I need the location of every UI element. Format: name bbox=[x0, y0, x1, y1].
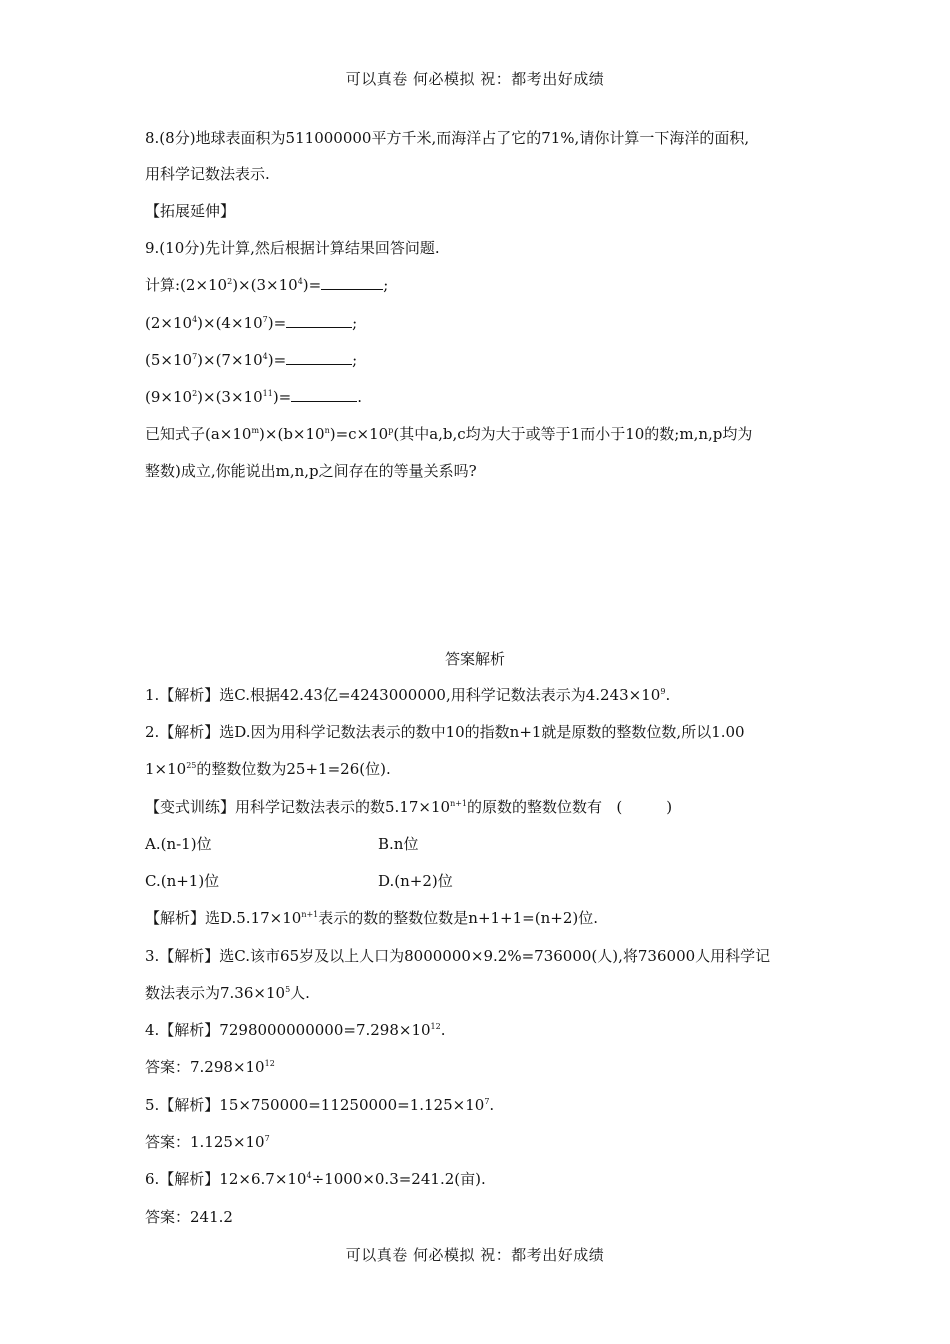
q9-calc2: $(2\times 10^4)\times(4\times 10^7)=$ ; bbox=[145, 314, 358, 332]
option-d: D.(n+2)位 bbox=[378, 872, 453, 890]
answer-3-line1: 3.【解析】选C.该市65岁及以上人口为8000000×9.2%=736000(人),将736000人用科学记 bbox=[145, 947, 771, 965]
answer-blank[interactable] bbox=[286, 313, 352, 328]
answer-blank[interactable] bbox=[321, 275, 383, 290]
answer-6-result: 答案：241.2 bbox=[145, 1208, 233, 1226]
page-header: 可以真卷 何必模拟 祝：都考出好成绩 bbox=[345, 70, 605, 88]
answer-2-line1: 2.【解析】选D.因为用科学记数法表示的数中10的指数n+1就是原数的整数位数,所以1.00 bbox=[145, 723, 745, 741]
q8-line1: 8.(8分)地球表面积为511000000平方千米,而海洋占了它的71%,请你计算一下海洋的面积, bbox=[145, 129, 750, 147]
q9-calc1: 计算$:(2\times 10^2)\times(3\times 10^4)=$ ; bbox=[145, 276, 389, 294]
q9-known-line2: 整数)成立,你能说出m,n,p之间存在的等量关系吗? bbox=[145, 462, 477, 480]
variant-question: 【变式训练】用科学记数法表示的数$5.17\times 10^{n+1}$的原数的整数位数有 ( ) bbox=[145, 798, 673, 816]
variant-answer: 【解析】选$D.5.17\times 10^{n+1}$表示的数的整数位数是n+1+1=(n+2)位. bbox=[145, 909, 598, 927]
extension-heading: 【拓展延伸】 bbox=[145, 202, 236, 220]
answer-4: 4.【解析】$7298000000000=7.298\times 10^{12}$. bbox=[145, 1021, 446, 1039]
q9-known-line1: 已知式子$(a\times 10^m)\times(b\times 10^n)=c\times 10^p$(其中a,b,c均为大于或等于1而小于10的数;m,n,p均为 bbox=[145, 425, 753, 443]
answer-4-result: 答案：$7.298\times 10^{12}$ bbox=[145, 1058, 275, 1076]
q8-line2: 用科学记数法表示. bbox=[145, 165, 270, 183]
answer-2-line2: $1\times 10^{25}$的整数位数为25+1=26(位). bbox=[145, 760, 391, 778]
page-footer: 可以真卷 何必模拟 祝：都考出好成绩 bbox=[345, 1246, 605, 1264]
option-b: B.n位 bbox=[378, 835, 419, 853]
q9-calc4: $(9\times 10^2)\times(3\times 10^{11})=$ . bbox=[145, 388, 363, 406]
answers-title: 答案解析 bbox=[444, 650, 505, 668]
answer-3-line2: 数法表示为$7.36\times 10^5$人. bbox=[145, 984, 310, 1002]
answer-5: 5.【解析】$15\times 750000=11250000=1.125\times 10^7$. bbox=[145, 1096, 495, 1114]
option-c: C.(n+1)位 bbox=[145, 872, 220, 890]
answer-6: 6.【解析】$12\times 6.7\times 10^4\div 1000\times 0.3=241.2$(亩). bbox=[145, 1170, 486, 1188]
answer-5-result: 答案：$1.125\times 10^7$ bbox=[145, 1133, 270, 1151]
answer-blank[interactable] bbox=[291, 387, 357, 402]
answer-1: 1.【解析】选C.根据42.43亿=4243000000,用科学记数法表示为$4.243\times 10^9$. bbox=[145, 686, 671, 704]
q9-intro: 9.(10分)先计算,然后根据计算结果回答问题. bbox=[145, 239, 440, 257]
q9-calc3: $(5\times 10^7)\times(7\times 10^4)=$ ; bbox=[145, 351, 358, 369]
answer-blank[interactable] bbox=[286, 350, 352, 365]
option-a: A.(n-1)位 bbox=[145, 835, 212, 853]
